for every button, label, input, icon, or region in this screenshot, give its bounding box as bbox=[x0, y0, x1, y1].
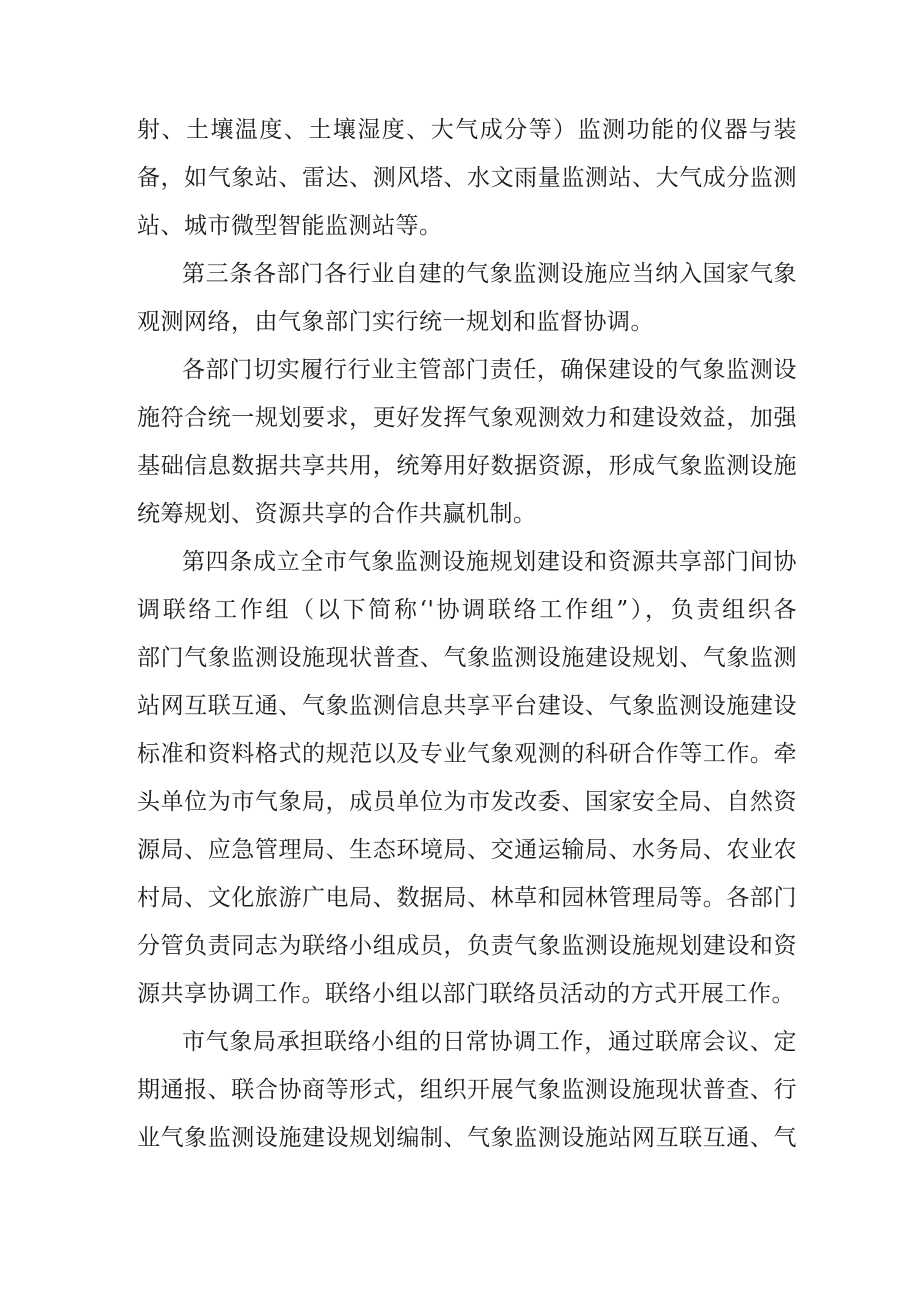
paragraph-first-line: 第三条各部门各行业自建的气象监测设施应当纳入国家气象 bbox=[182, 261, 797, 287]
text-line: 源共享协调工作。联络小组以部门联络员活动的方式开展工作。 bbox=[137, 981, 795, 1007]
text-line: 头单位为市气象局，成员单位为市发改委、国家安全局、自然资 bbox=[137, 789, 797, 815]
text-line: 射、土壤温度、土壤湿度、大气成分等）监测功能的仪器与装 bbox=[137, 117, 797, 143]
text-line: 站网互联互通、气象监测信息共享平台建设、气象监测设施建设 bbox=[137, 693, 797, 719]
text-line: 源局、应急管理局、生态环境局、交通运输局、水务局、农业农 bbox=[137, 837, 797, 863]
text-line: 分管负责同志为联络小组成员，负责气象监测设施规划建设和资 bbox=[137, 933, 797, 959]
paragraph-first-line: 各部门切实履行行业主管部门责任，确保建设的气象监测设 bbox=[182, 357, 797, 383]
text-line: 施符合统一规划要求，更好发挥气象观测效力和建设效益，加强 bbox=[137, 405, 797, 431]
text-line: 观测网络，由气象部门实行统一规划和监督协调。 bbox=[137, 309, 654, 335]
text-line: 基础信息数据共享共用，统筹用好数据资源，形成气象监测设施 bbox=[137, 453, 797, 479]
text-line: 村局、文化旅游广电局、数据局、林草和园林管理局等。各部门 bbox=[137, 885, 797, 911]
text-line: 标准和资料格式的规范以及专业气象观测的科研合作等工作。牵 bbox=[137, 741, 797, 767]
text-line: 业气象监测设施建设规划编制、气象监测设施站网互联互通、气 bbox=[137, 1125, 797, 1151]
paragraph-first-line: 第四条成立全市气象监测设施规划建设和资源共享部门间协 bbox=[182, 549, 797, 575]
text-line: 调联络工作组（以下简称‘'协调联络工作组”），负责组织各 bbox=[137, 597, 797, 623]
text-line: 备，如气象站、雷达、测风塔、水文雨量监测站、大气成分监测 bbox=[137, 165, 797, 191]
text-line: 部门气象监测设施现状普查、气象监测设施建设规划、气象监测 bbox=[137, 645, 797, 671]
text-line: 期通报、联合协商等形式，组织开展气象监测设施现状普查、行 bbox=[137, 1077, 797, 1103]
text-line: 统筹规划、资源共享的合作共赢机制。 bbox=[137, 501, 537, 527]
text-line: 站、城市微型智能监测站等。 bbox=[137, 213, 443, 239]
paragraph-first-line: 市气象局承担联络小组的日常协调工作，通过联席会议、定 bbox=[182, 1029, 797, 1055]
